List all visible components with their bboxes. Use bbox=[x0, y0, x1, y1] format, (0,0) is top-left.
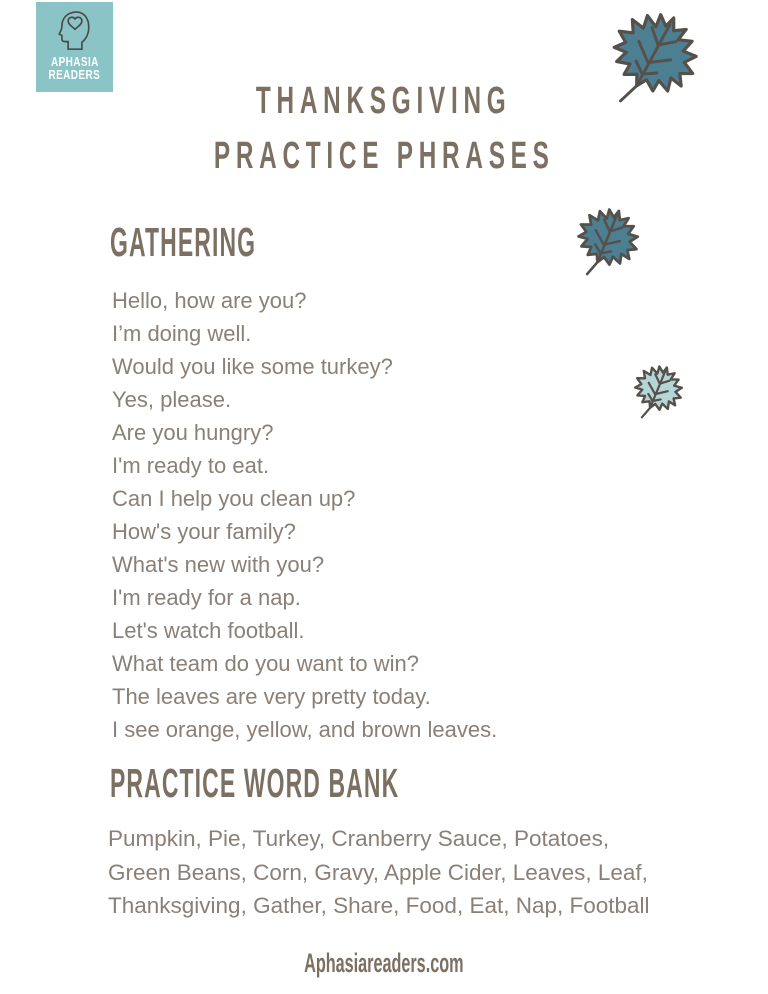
phrase-line: I'm ready for a nap. bbox=[112, 585, 301, 610]
brand-name-line-1: APHASIA bbox=[50, 55, 99, 69]
phrase-line: I see orange, yellow, and brown leaves. bbox=[112, 717, 498, 742]
title-line-1: THANKSGIVING bbox=[256, 80, 512, 122]
word-bank-line: Green Beans, Corn, Gravy, Apple Cider, Leaves, Leaf, bbox=[108, 859, 648, 885]
phrase-line: The leaves are very pretty today. bbox=[112, 684, 431, 709]
phrase-line: I’m doing well. bbox=[112, 321, 252, 346]
phrase-line: Are you hungry? bbox=[112, 420, 274, 445]
brand-name-line-2: READERS bbox=[48, 68, 101, 82]
section-heading-gathering: GATHERING bbox=[110, 219, 257, 265]
phrase-line: What team do you want to win? bbox=[112, 651, 419, 676]
word-bank-line: Thanksgiving, Gather, Share, Food, Eat, Nap, Football bbox=[108, 893, 650, 918]
phrase-line: I'm ready to eat. bbox=[112, 453, 270, 478]
maple-leaf-small-icon bbox=[620, 354, 692, 430]
phrase-list bbox=[112, 284, 497, 746]
phrase-line: How's your family? bbox=[112, 519, 296, 544]
phrase-line: Hello, how are you? bbox=[112, 288, 307, 313]
title-line-2: PRACTICE PHRASES bbox=[213, 135, 555, 177]
word-bank-line: Pumpkin, Pie, Turkey, Cranberry Sauce, Potatoes, bbox=[108, 826, 610, 851]
head-with-heart-icon bbox=[53, 10, 97, 54]
phrase-line: What's new with you? bbox=[112, 552, 325, 577]
maple-leaf-medium-icon bbox=[559, 194, 650, 290]
phrase-line: Let's watch football. bbox=[112, 618, 305, 643]
website-footer bbox=[0, 948, 768, 979]
website-url: Aphasiareaders.com bbox=[304, 948, 464, 978]
phrase-line: Can I help you clean up? bbox=[112, 486, 356, 511]
phrase-line: Yes, please. bbox=[112, 387, 232, 412]
section-heading-word-bank: PRACTICE WORD BANK bbox=[110, 760, 400, 806]
word-bank-text bbox=[108, 822, 650, 923]
phrase-line: Would you like some turkey? bbox=[112, 354, 393, 379]
